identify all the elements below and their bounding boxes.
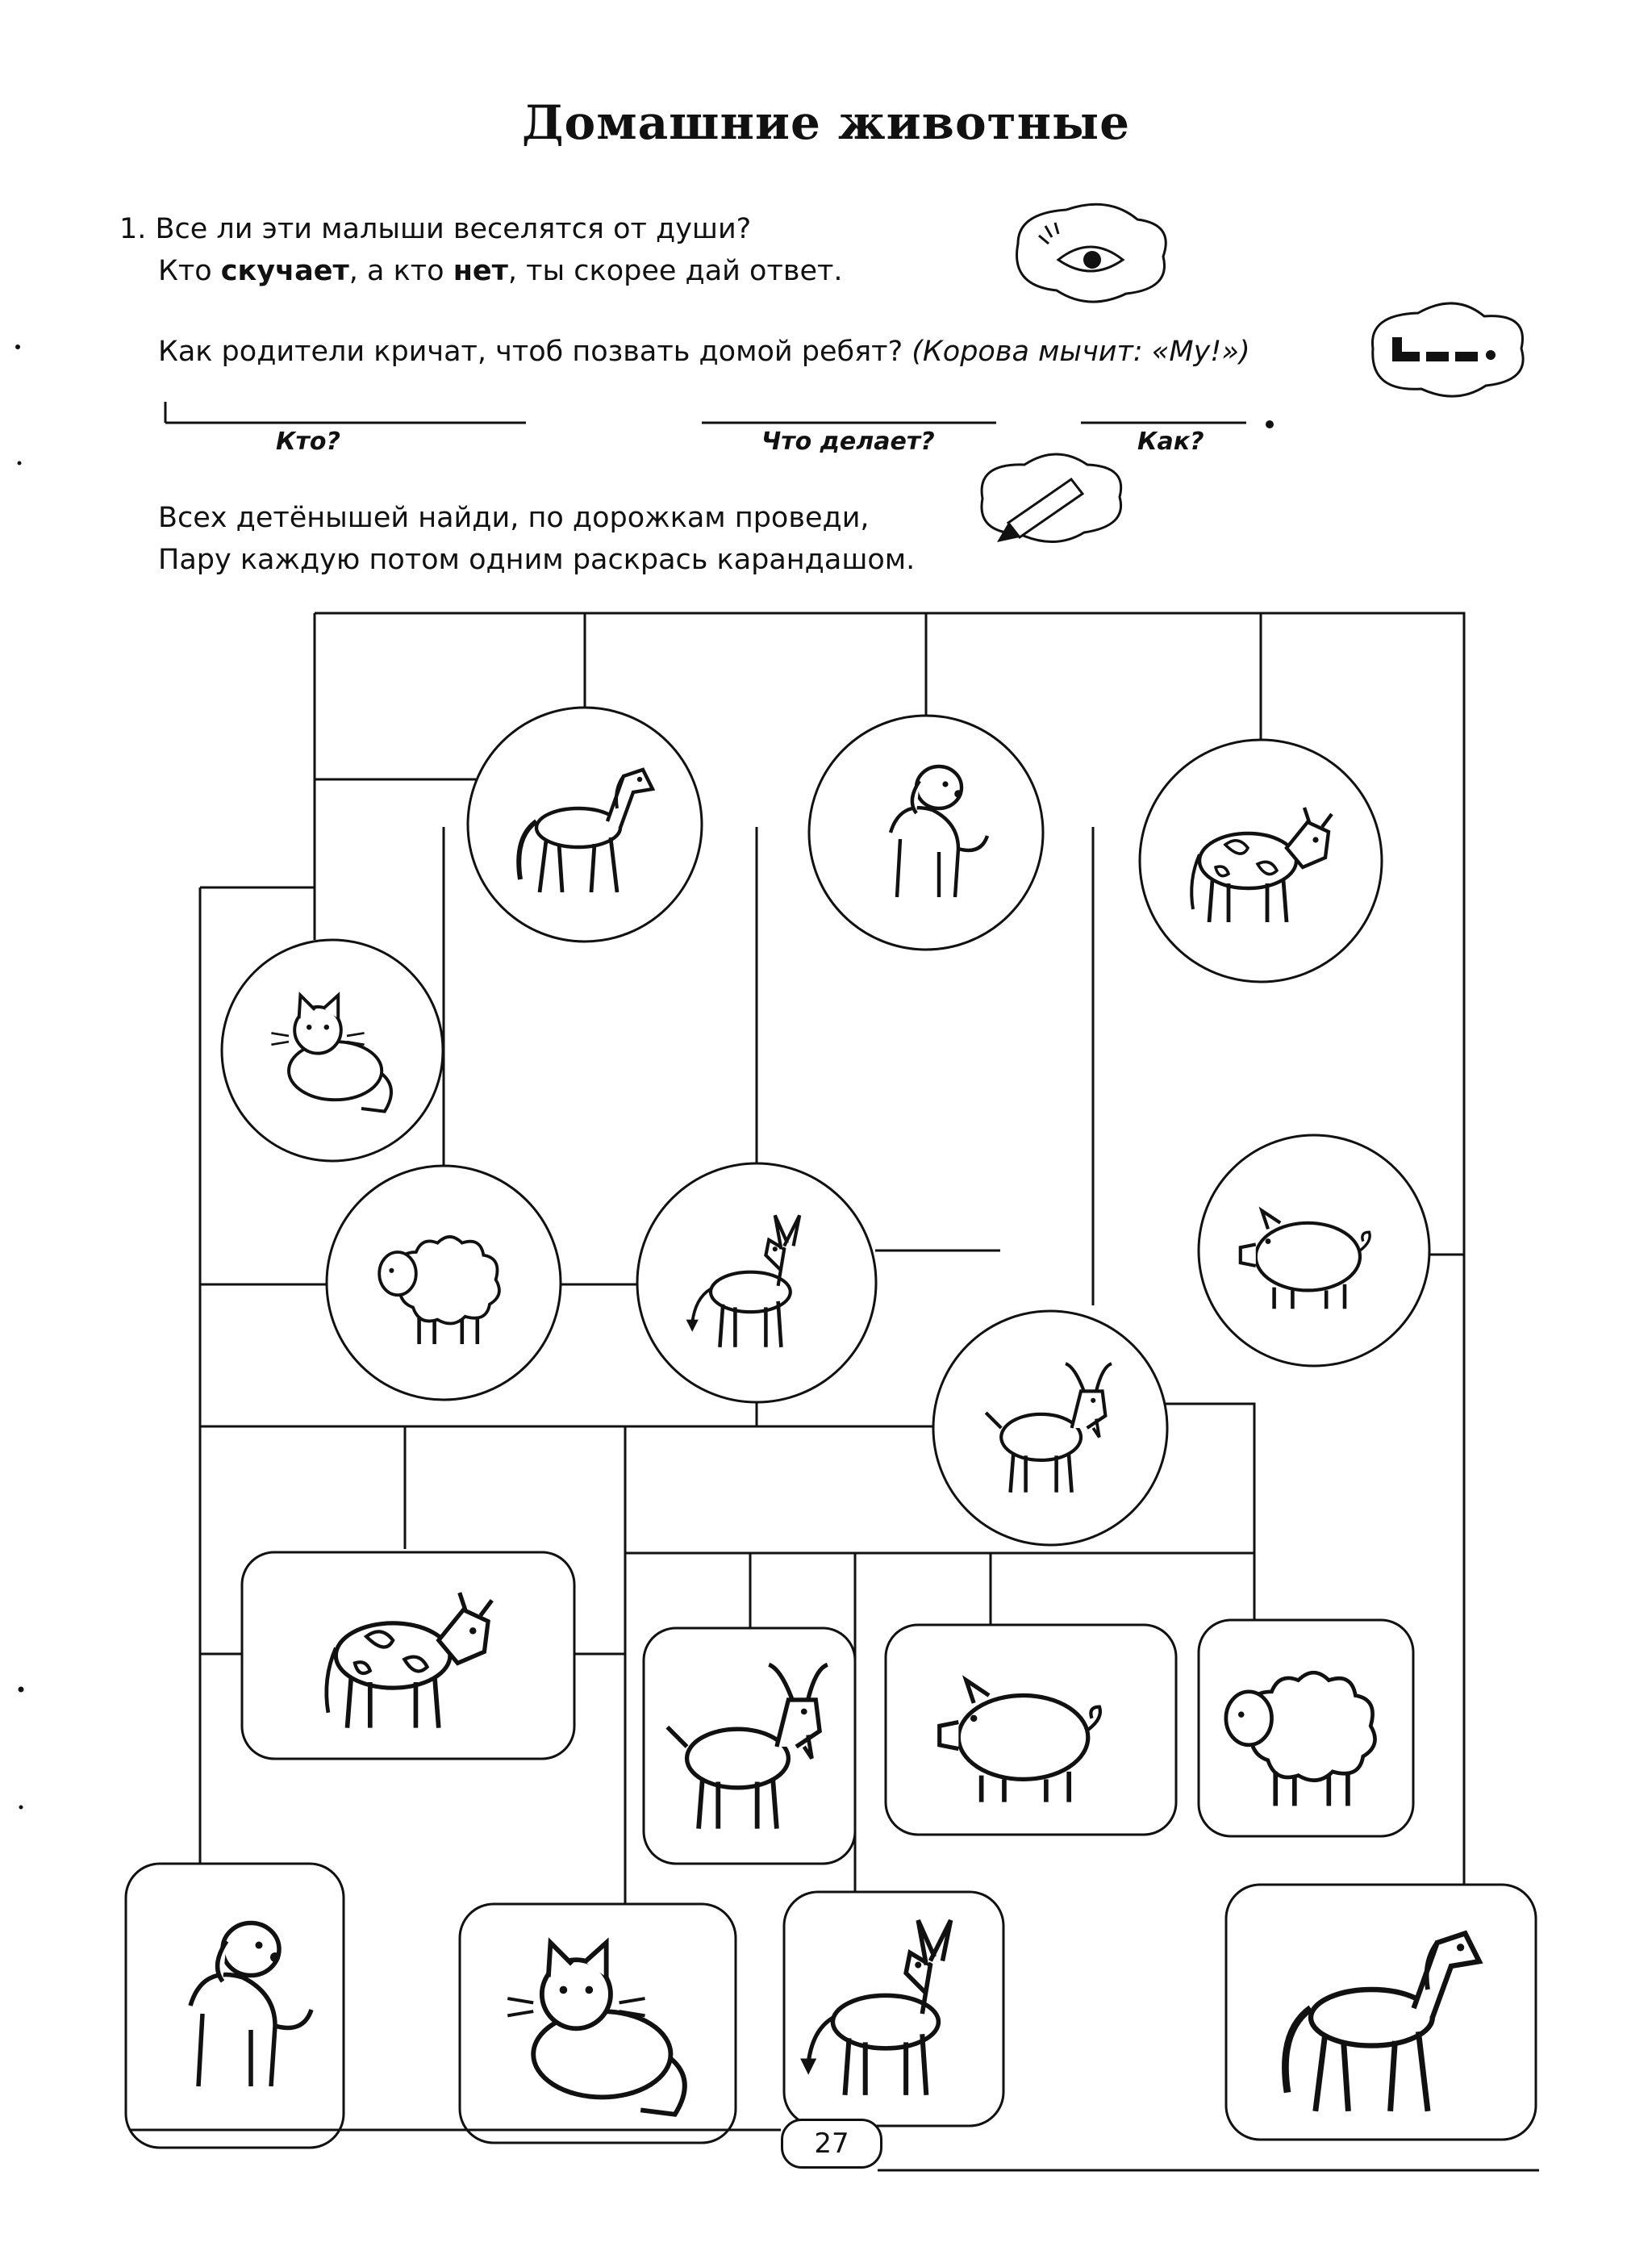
- circle-puppy: [809, 716, 1043, 950]
- pencil-icon: [982, 454, 1121, 542]
- eye-icon: [1017, 204, 1166, 302]
- speech-icon: [1372, 303, 1523, 396]
- circle-kitten: [222, 940, 443, 1161]
- task1-line1: 1. Все ли эти малыши веселятся от души?: [119, 213, 752, 245]
- answer-lines: [165, 402, 1246, 423]
- card-horse: [1226, 1885, 1536, 2140]
- card-cow: [242, 1552, 574, 1759]
- page-number-text: 27: [814, 2127, 849, 2160]
- card-sheep: [1199, 1620, 1413, 1836]
- card-pig: [886, 1625, 1176, 1835]
- label-who: Кто?: [276, 428, 340, 456]
- circle-foal: [468, 708, 702, 942]
- circle-piglet: [1199, 1135, 1429, 1366]
- margin-dots: [15, 344, 24, 1810]
- page-title: Домашние животные: [521, 95, 1131, 150]
- task2-line2: Пару каждую потом одним раскрась карандашом.: [158, 544, 916, 576]
- task1-line3: Как родители кричат, чтоб позвать домой ребят? (Корова мычит: «Му!»): [158, 336, 1250, 368]
- page-number: [781, 2119, 882, 2169]
- answer-dot: [1266, 420, 1274, 428]
- circle-donkey-foal: [637, 1163, 876, 1402]
- card-dog: [126, 1864, 344, 2148]
- task1-line2: Кто скучает, а кто нет, ты скорее дай ответ.: [158, 255, 843, 287]
- label-how: Как?: [1137, 428, 1204, 456]
- circle-calf: [1140, 740, 1382, 982]
- card-cat: [460, 1904, 736, 2143]
- circle-lamb: [327, 1166, 561, 1400]
- card-donkey: [784, 1892, 1003, 2126]
- card-goat: [644, 1628, 855, 1864]
- task2-line1: Всех детёнышей найди, по дорожкам проведи,: [158, 502, 870, 534]
- label-what: Что делает?: [761, 428, 935, 456]
- circle-kid-goat: [933, 1311, 1167, 1545]
